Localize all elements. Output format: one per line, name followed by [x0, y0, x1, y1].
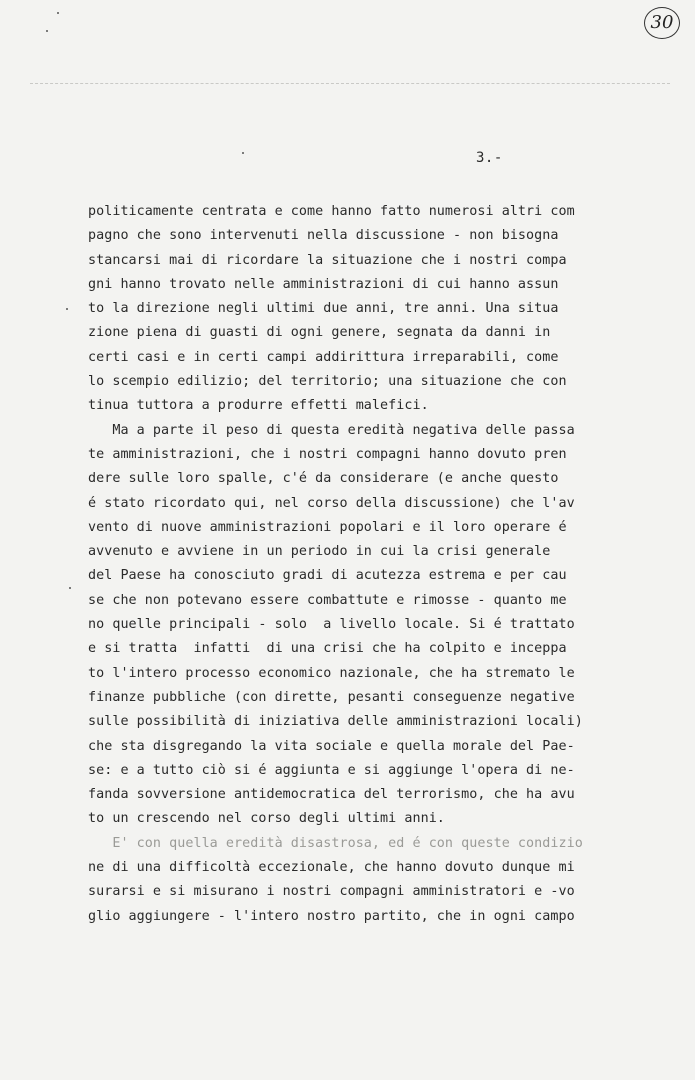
paper-speck [242, 152, 244, 154]
text-line: fanda sovversione antidemocratica del terrorismo, che ha avu [88, 787, 575, 803]
text-line: zione piena di guasti di ogni genere, segnata da danni in [88, 325, 551, 341]
text-line: sulle possibilità di iniziativa delle amministrazioni locali) [88, 714, 583, 730]
text-line-faded: E' con quella eredità disastrosa, ed é con queste condizio [88, 835, 583, 851]
text-line: é stato ricordato qui, nel corso della discussione) che l'av [88, 495, 575, 511]
text-line: avvenuto e avviene in un periodo in cui la crisi generale [88, 544, 551, 560]
text-line: se che non potevano essere combattute e rimosse - quanto me [88, 592, 567, 608]
text-line: vento di nuove amministrazioni popolari e il loro operare é [88, 519, 567, 535]
text-line: Ma a parte il peso di questa eredità negativa delle passa [88, 422, 575, 438]
text-line: se: e a tutto ciò si é aggiunta e si aggiunge l'opera di ne- [88, 762, 575, 778]
paper-speck [69, 587, 71, 589]
text-line: ne di una difficoltà eccezionale, che hanno dovuto dunque mi [88, 860, 575, 876]
text-line: lo scempio edilizio; del territorio; una situazione che con [88, 374, 567, 390]
text-line: certi casi e in certi campi addirittura irreparabili, come [88, 349, 559, 365]
text-line: tinua tuttora a produrre effetti malefici. [88, 398, 429, 414]
text-line: gni hanno trovato nelle amministrazioni di cui hanno assun [88, 276, 559, 292]
page-number: 3.- [476, 150, 503, 166]
text-line: te amministrazioni, che i nostri compagni hanno dovuto pren [88, 446, 567, 462]
text-line: surarsi e si misurano i nostri compagni amministratori e -vo [88, 884, 575, 900]
text-line: no quelle principali - solo a livello locale. Si é trattato [88, 617, 575, 633]
text-line: to la direzione negli ultimi due anni, tre anni. Una situa [88, 301, 559, 317]
text-line: politicamente centrata e come hanno fatto numerosi altri com [88, 204, 575, 219]
paper-speck [66, 308, 68, 310]
archive-page-stamp: 30 [644, 7, 680, 39]
text-line: to un crescendo nel corso degli ultimi anni. [88, 811, 445, 827]
text-line: stancarsi mai di ricordare la situazione che i nostri compa [88, 252, 567, 268]
text-line: che sta disgregando la vita sociale e quella morale del Pae- [88, 738, 575, 754]
text-line: e si tratta infatti di una crisi che ha colpito e inceppa [88, 641, 567, 657]
text-line: del Paese ha conosciuto gradi di acutezza estrema e per cau [88, 568, 567, 584]
paper-speck [46, 30, 48, 32]
text-line: glio aggiungere - l'intero nostro partito, che in ogni campo [88, 908, 575, 924]
text-line: pagno che sono intervenuti nella discussione - non bisogna [88, 228, 559, 244]
fold-line [30, 83, 670, 84]
text-line: finanze pubbliche (con dirette, pesanti conseguenze negative [88, 689, 575, 705]
text-line: dere sulle loro spalle, c'é da considerare (e anche questo [88, 471, 559, 487]
text-line: to l'intero processo economico nazionale, che ha stremato le [88, 665, 575, 681]
paper-speck [57, 12, 59, 14]
typewritten-text [88, 200, 608, 929]
